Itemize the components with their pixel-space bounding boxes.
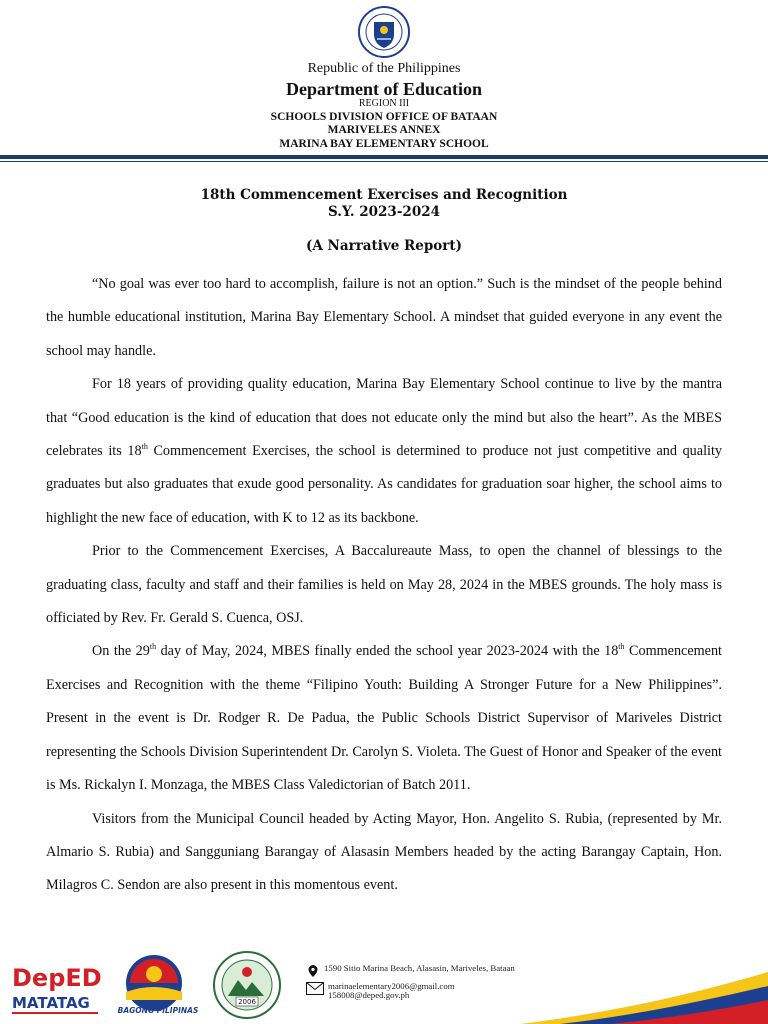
republic-line: Republic of the Philippines <box>307 61 461 76</box>
footer <box>0 946 768 1024</box>
email-lines <box>328 982 455 1000</box>
deped-matatag-logo <box>10 958 102 1018</box>
deped-seal-icon <box>358 6 410 58</box>
paragraph: Visitors from the Municipal Council headed by Acting Mayor, Hon. Angelito S. Rubia, (represented by Mr. Almario S. Rubia) and Sangguniang Barangay of Alasasin Members headed by the acting Barangay Captain, Hon. Milagros C. Sendon are also present in this momentous event. <box>46 810 722 894</box>
document-subtitle: (A Narrative Report) <box>305 238 463 254</box>
paragraph: For 18 years of providing quality education, Marina Bay Elementary School continue to live by the mantra that “Good education is the kind of education that does not educate only the mind but also the heart”. As the MBES celebrates its 18th Commencement Exercises, the school is determined to produce not just competitive and quality graduates but also graduates that exude good personality. As candidates for graduation soar higher, the school aims to highlight the new face of education, with K to 12 as its backbone. <box>46 376 722 526</box>
email-secondary[interactable]: 158008@deped.gov.ph <box>328 990 410 1000</box>
narrative-body <box>46 268 722 903</box>
bagong-pilipinas-logo <box>116 952 192 1014</box>
header-rule-thin <box>0 161 768 162</box>
paragraph: On the 29th day of May, 2024, MBES finally ended the school year 2023-2024 with the 18th Commencement Exercises and Recognition with the theme “Filipino Youth: Building A Stronger Future for a New Philippines”. Present in the event is Dr. Rodger R. De Padua, the Public Schools District Supervisor of Mariveles District representing the Schools Division Superintendent Dr. Carolyn S. Violeta. The Guest of Honor and Speaker of the event is Ms. Rickalyn I. Monzaga, the MBES Class Valedictorian of Batch 2011. <box>46 642 722 794</box>
bagong-pilipinas-label: BAGONG PILIPINAS <box>117 1006 199 1015</box>
email-row <box>306 982 455 1000</box>
department-line: Department of Education <box>286 79 482 99</box>
region-line: REGION III <box>358 98 410 109</box>
address-text: 1590 Sitio Marina Beach, Alasasin, Mariveles, Bataan <box>324 963 515 973</box>
paragraph: “No goal was ever too hard to accomplish, failure is not an option.” Such is the mindset of the people behind the humble educational institution, Marina Bay Elementary School. A mindset that guided everyone in any event the school may handle. <box>46 276 722 359</box>
paragraph: Prior to the Commencement Exercises, A Baccalureaute Mass, to open the channel of blessings to the graduating class, faculty and staff and their families is held on May 28, 2024 in the MBES grounds. The holy mass is officiated by Rev. Fr. Gerald S. Cuenca, OSJ. <box>46 543 722 627</box>
school-year: S.Y. 2023-2024 <box>327 204 440 220</box>
footer-ribbon <box>520 968 768 1024</box>
division-line: SCHOOLS DIVISION OFFICE OF BATAAN <box>270 111 498 123</box>
school-line: MARINA BAY ELEMENTARY SCHOOL <box>279 138 489 150</box>
school-seal-logo <box>196 950 298 1020</box>
address-row <box>306 964 515 978</box>
annex-line: MARIVELES ANNEX <box>327 124 441 136</box>
svg-text:MATATAG: MATATAG <box>12 994 90 1012</box>
email-primary[interactable]: marinaelementary2006@gmail.com <box>328 981 455 991</box>
header-rule <box>0 155 768 159</box>
location-pin-icon <box>306 964 320 978</box>
svg-text:DepED: DepED <box>12 964 102 992</box>
document-title: 18th Commencement Exercises and Recognition <box>200 187 568 203</box>
envelope-icon <box>306 982 324 995</box>
svg-text:2006: 2006 <box>238 998 256 1006</box>
